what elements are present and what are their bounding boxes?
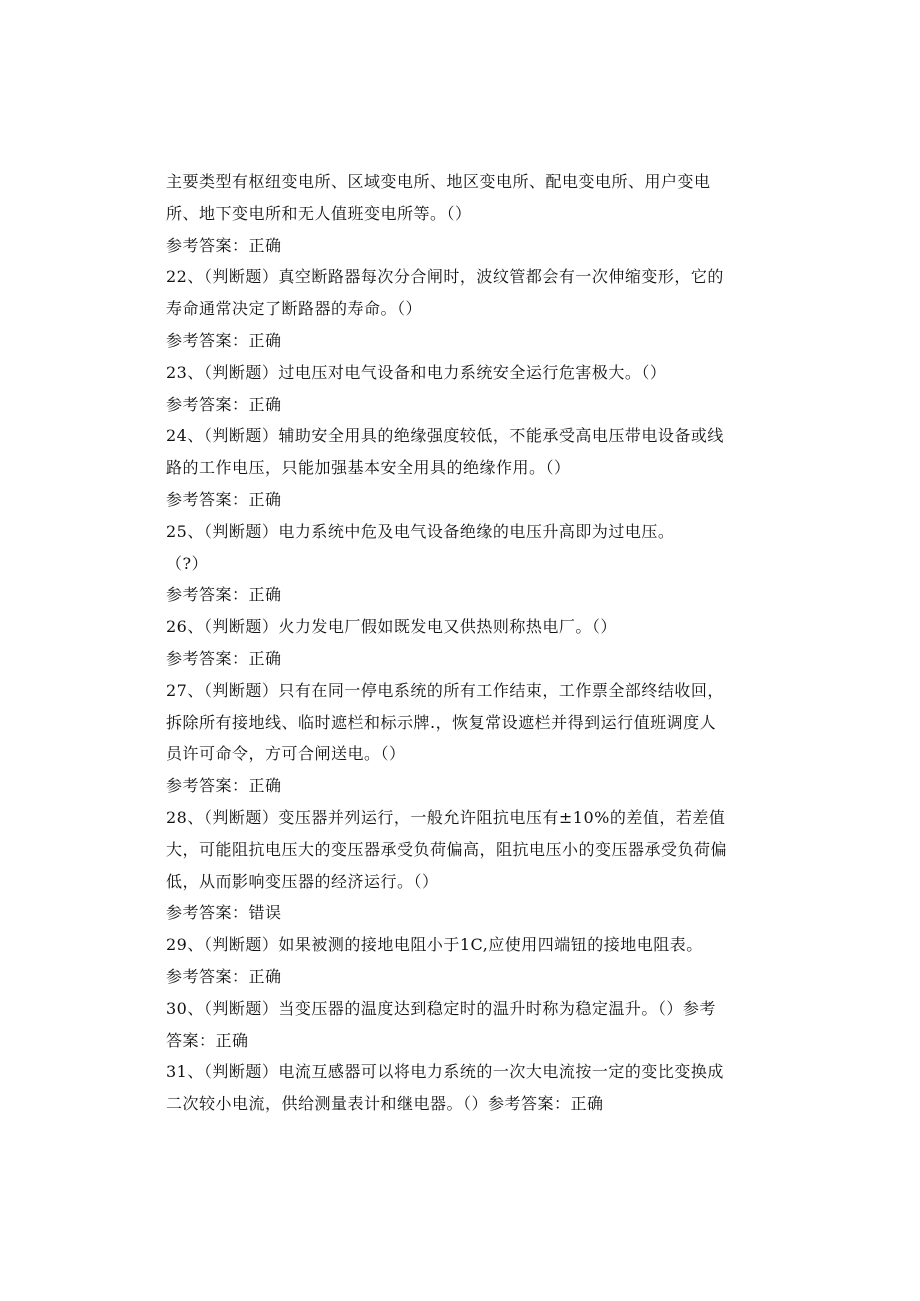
question-22: 22、（判断题）真空断路器每次分合闸时，波纹管都会有一次伸缩变形，它的 [166,267,724,287]
question-24: 24、（判断题）辅助安全用具的绝缘强度较低，不能承受高电压带电设备或线 [166,426,724,446]
question-31: 31、（判断题）电流互感器可以将电力系统的一次大电流按一定的变比变换成 [166,1062,724,1082]
question-29: 29、（判断题）如果被测的接地电阻小于1C,应使用四端钮的接地电阻表。 [166,935,703,955]
text-line: 二次较小电流，供给测量表计和继电器。（）参考答案：正确 [166,1094,604,1114]
question-30: 30、（判断题）当变压器的温度达到稳定时的温升时称为稳定温升。（）参考 [166,998,716,1018]
answer-line: 参考答案：错误 [166,903,282,923]
answer-line: 参考答案：正确 [166,330,282,350]
question-28: 28、（判断题）变压器并列运行，一般允许阻抗电压有±10%的差值，若差值 [166,807,726,827]
question-26: 26、（判断题）火力发电厂假如既发电又供热则称热电厂。（） [166,617,617,637]
question-25: 25、（判断题）电力系统中危及电气设备绝缘的电压升高即为过电压。 [166,521,675,541]
answer-line: 答案：正确 [166,1030,249,1050]
answer-line: 参考答案：正确 [166,776,282,796]
text-line: 所、地下变电所和无人值班变电所等。（） [166,203,472,223]
text-line: （?） [166,553,209,573]
answer-line: 参考答案：正确 [166,394,282,414]
text-line: 拆除所有接地线、临时遮栏和标示牌.，恢复常设遮栏并得到运行值班调度人 [166,712,717,732]
text-line: 路的工作电压，只能加强基本安全用具的绝缘作用。（） [166,458,571,478]
text-line: 员许可命令，方可合闸送电。（） [166,744,406,764]
answer-line: 参考答案：正确 [166,966,282,986]
question-23: 23、（判断题）过电压对电气设备和电力系统安全运行危害极大。（） [166,362,667,382]
answer-line: 参考答案：正确 [166,489,282,509]
text-line: 低，从而影响变压器的经济运行。（） [166,871,439,891]
answer-line: 参考答案：正确 [166,585,282,605]
question-27: 27、（判断题）只有在同一停电系统的所有工作结束，工作票全部终结收回， [166,680,724,700]
text-line: 寿命通常决定了断路器的寿命。（） [166,299,423,319]
document-page [166,166,752,1120]
answer-line: 参考答案：正确 [166,648,282,668]
answer-line: 参考答案：正确 [166,235,282,255]
text-line: 主要类型有枢纽变电所、区域变电所、地区变电所、配电变电所、用户变电 [166,172,711,191]
text-line: 大，可能阻抗电压大的变压器承受负荷偏高，阻抗电压小的变压器承受负荷偏 [166,839,728,859]
